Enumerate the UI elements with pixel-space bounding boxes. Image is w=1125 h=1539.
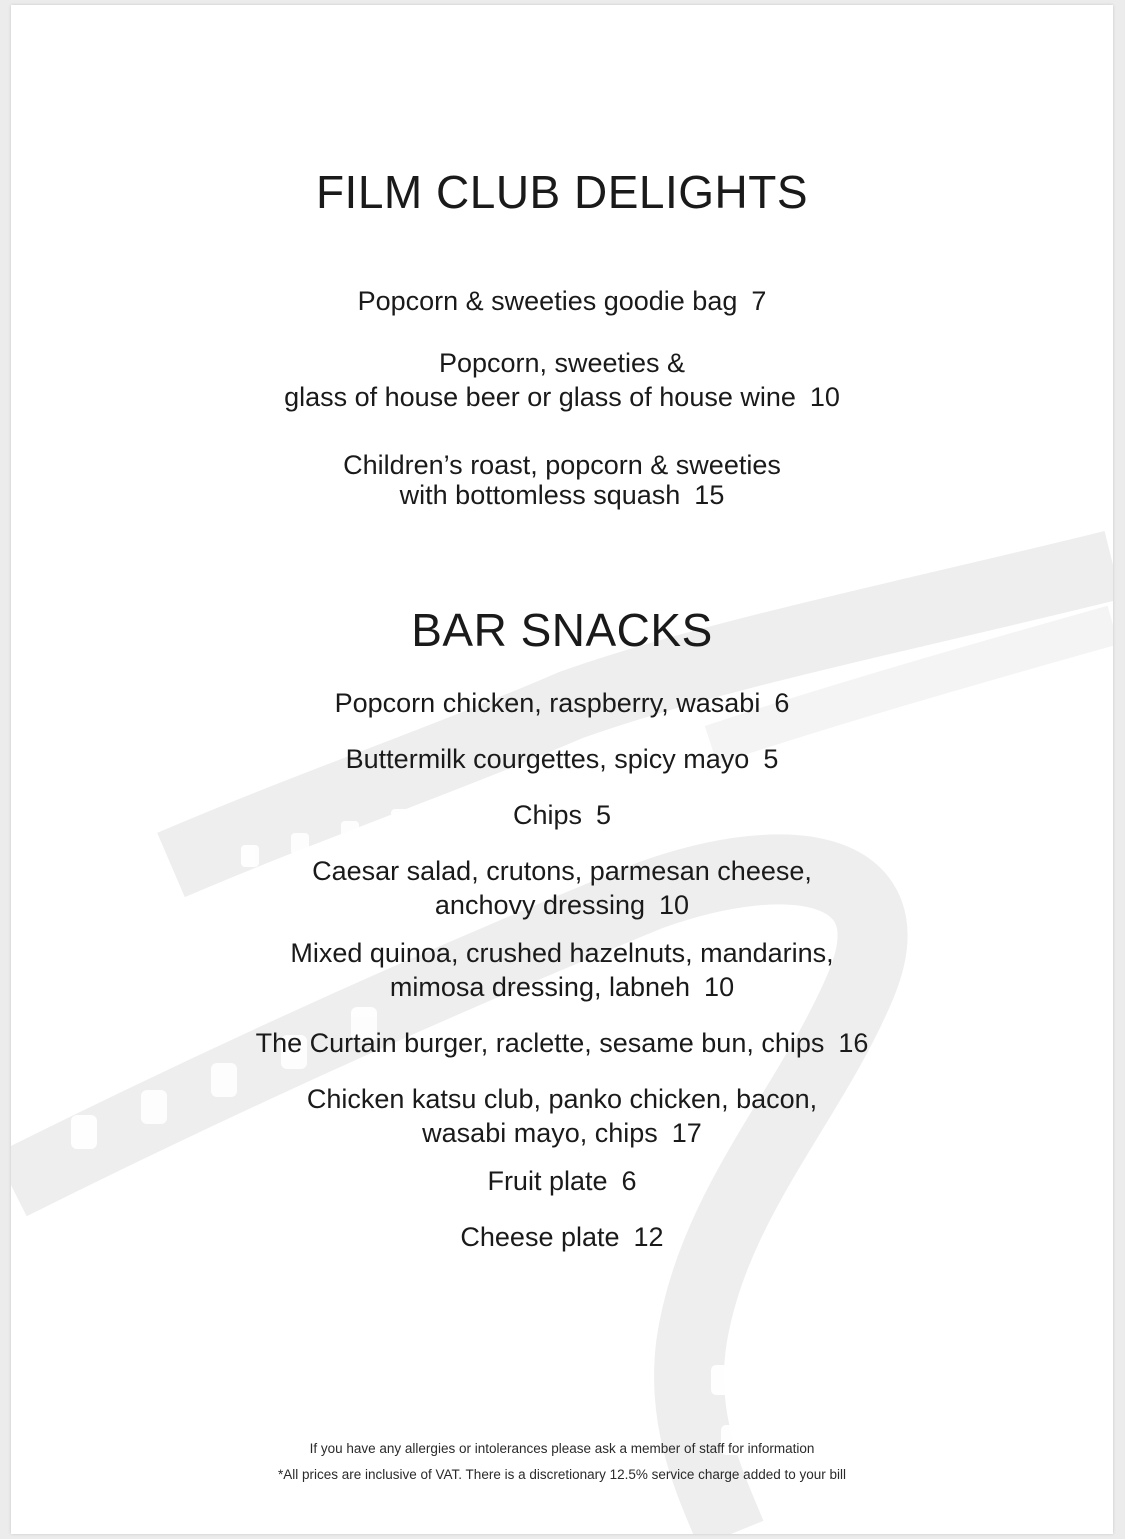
menu-item: [11, 346, 1113, 414]
item-name: Popcorn, sweeties &: [438, 348, 686, 378]
item-name: Popcorn chicken, raspberry, wasabi: [334, 688, 761, 718]
item-name: Mixed quinoa, crushed hazelnuts, mandarins,: [290, 938, 834, 968]
item-name: Chips: [512, 800, 582, 830]
item-name: Caesar salad, crutons, parmesan cheese,: [312, 856, 812, 886]
menu-item: [11, 936, 1113, 1004]
item-description: mimosa dressing, labneh: [389, 972, 691, 1002]
item-price: 6: [621, 1166, 637, 1196]
section-title-film-club: FILM CLUB DELIGHTS: [315, 166, 809, 218]
allergy-note: If you have any allergies or intolerances please ask a member of staff for information: [309, 1441, 815, 1456]
item-price: 5: [763, 744, 779, 774]
section-title-bar-snacks: BAR SNACKS: [411, 604, 713, 656]
menu-item: [11, 1164, 1113, 1198]
menu-item: [11, 686, 1113, 720]
item-price: 10: [809, 382, 840, 412]
menu-item: [11, 284, 1113, 318]
menu-item: [11, 1082, 1113, 1150]
item-name: Buttermilk courgettes, spicy mayo: [345, 744, 750, 774]
item-price: 15: [694, 480, 725, 510]
vat-note: *All prices are inclusive of VAT. There is a discretionary 12.5% service charge added to your bill: [277, 1467, 847, 1482]
menu-item: [11, 742, 1113, 776]
item-price: 5: [596, 800, 612, 830]
item-price: 6: [774, 688, 790, 718]
menu-item: [11, 1220, 1113, 1254]
item-description: wasabi mayo, chips: [422, 1118, 658, 1148]
menu-page: [11, 5, 1113, 1534]
item-price: 16: [838, 1028, 869, 1058]
item-name: Popcorn & sweeties goodie bag: [357, 286, 738, 316]
item-description: glass of house beer or glass of house wine: [284, 382, 796, 412]
item-price: 17: [671, 1118, 702, 1148]
item-description: with bottomless squash: [399, 480, 681, 510]
item-description: anchovy dressing: [434, 890, 646, 920]
item-price: 7: [751, 286, 767, 316]
menu-item: [11, 448, 1113, 512]
menu-item: [11, 1026, 1113, 1060]
menu-item: [11, 854, 1113, 922]
item-price: 10: [704, 972, 735, 1002]
item-price: 10: [659, 890, 690, 920]
item-name: Cheese plate: [460, 1222, 620, 1252]
item-name: The Curtain burger, raclette, sesame bun, chips: [255, 1028, 825, 1058]
item-price: 12: [633, 1222, 664, 1252]
menu-item: [11, 798, 1113, 832]
item-name: Chicken katsu club, panko chicken, bacon,: [306, 1084, 818, 1114]
item-name: Fruit plate: [487, 1166, 608, 1196]
item-name: Children’s roast, popcorn & sweeties: [343, 450, 781, 480]
